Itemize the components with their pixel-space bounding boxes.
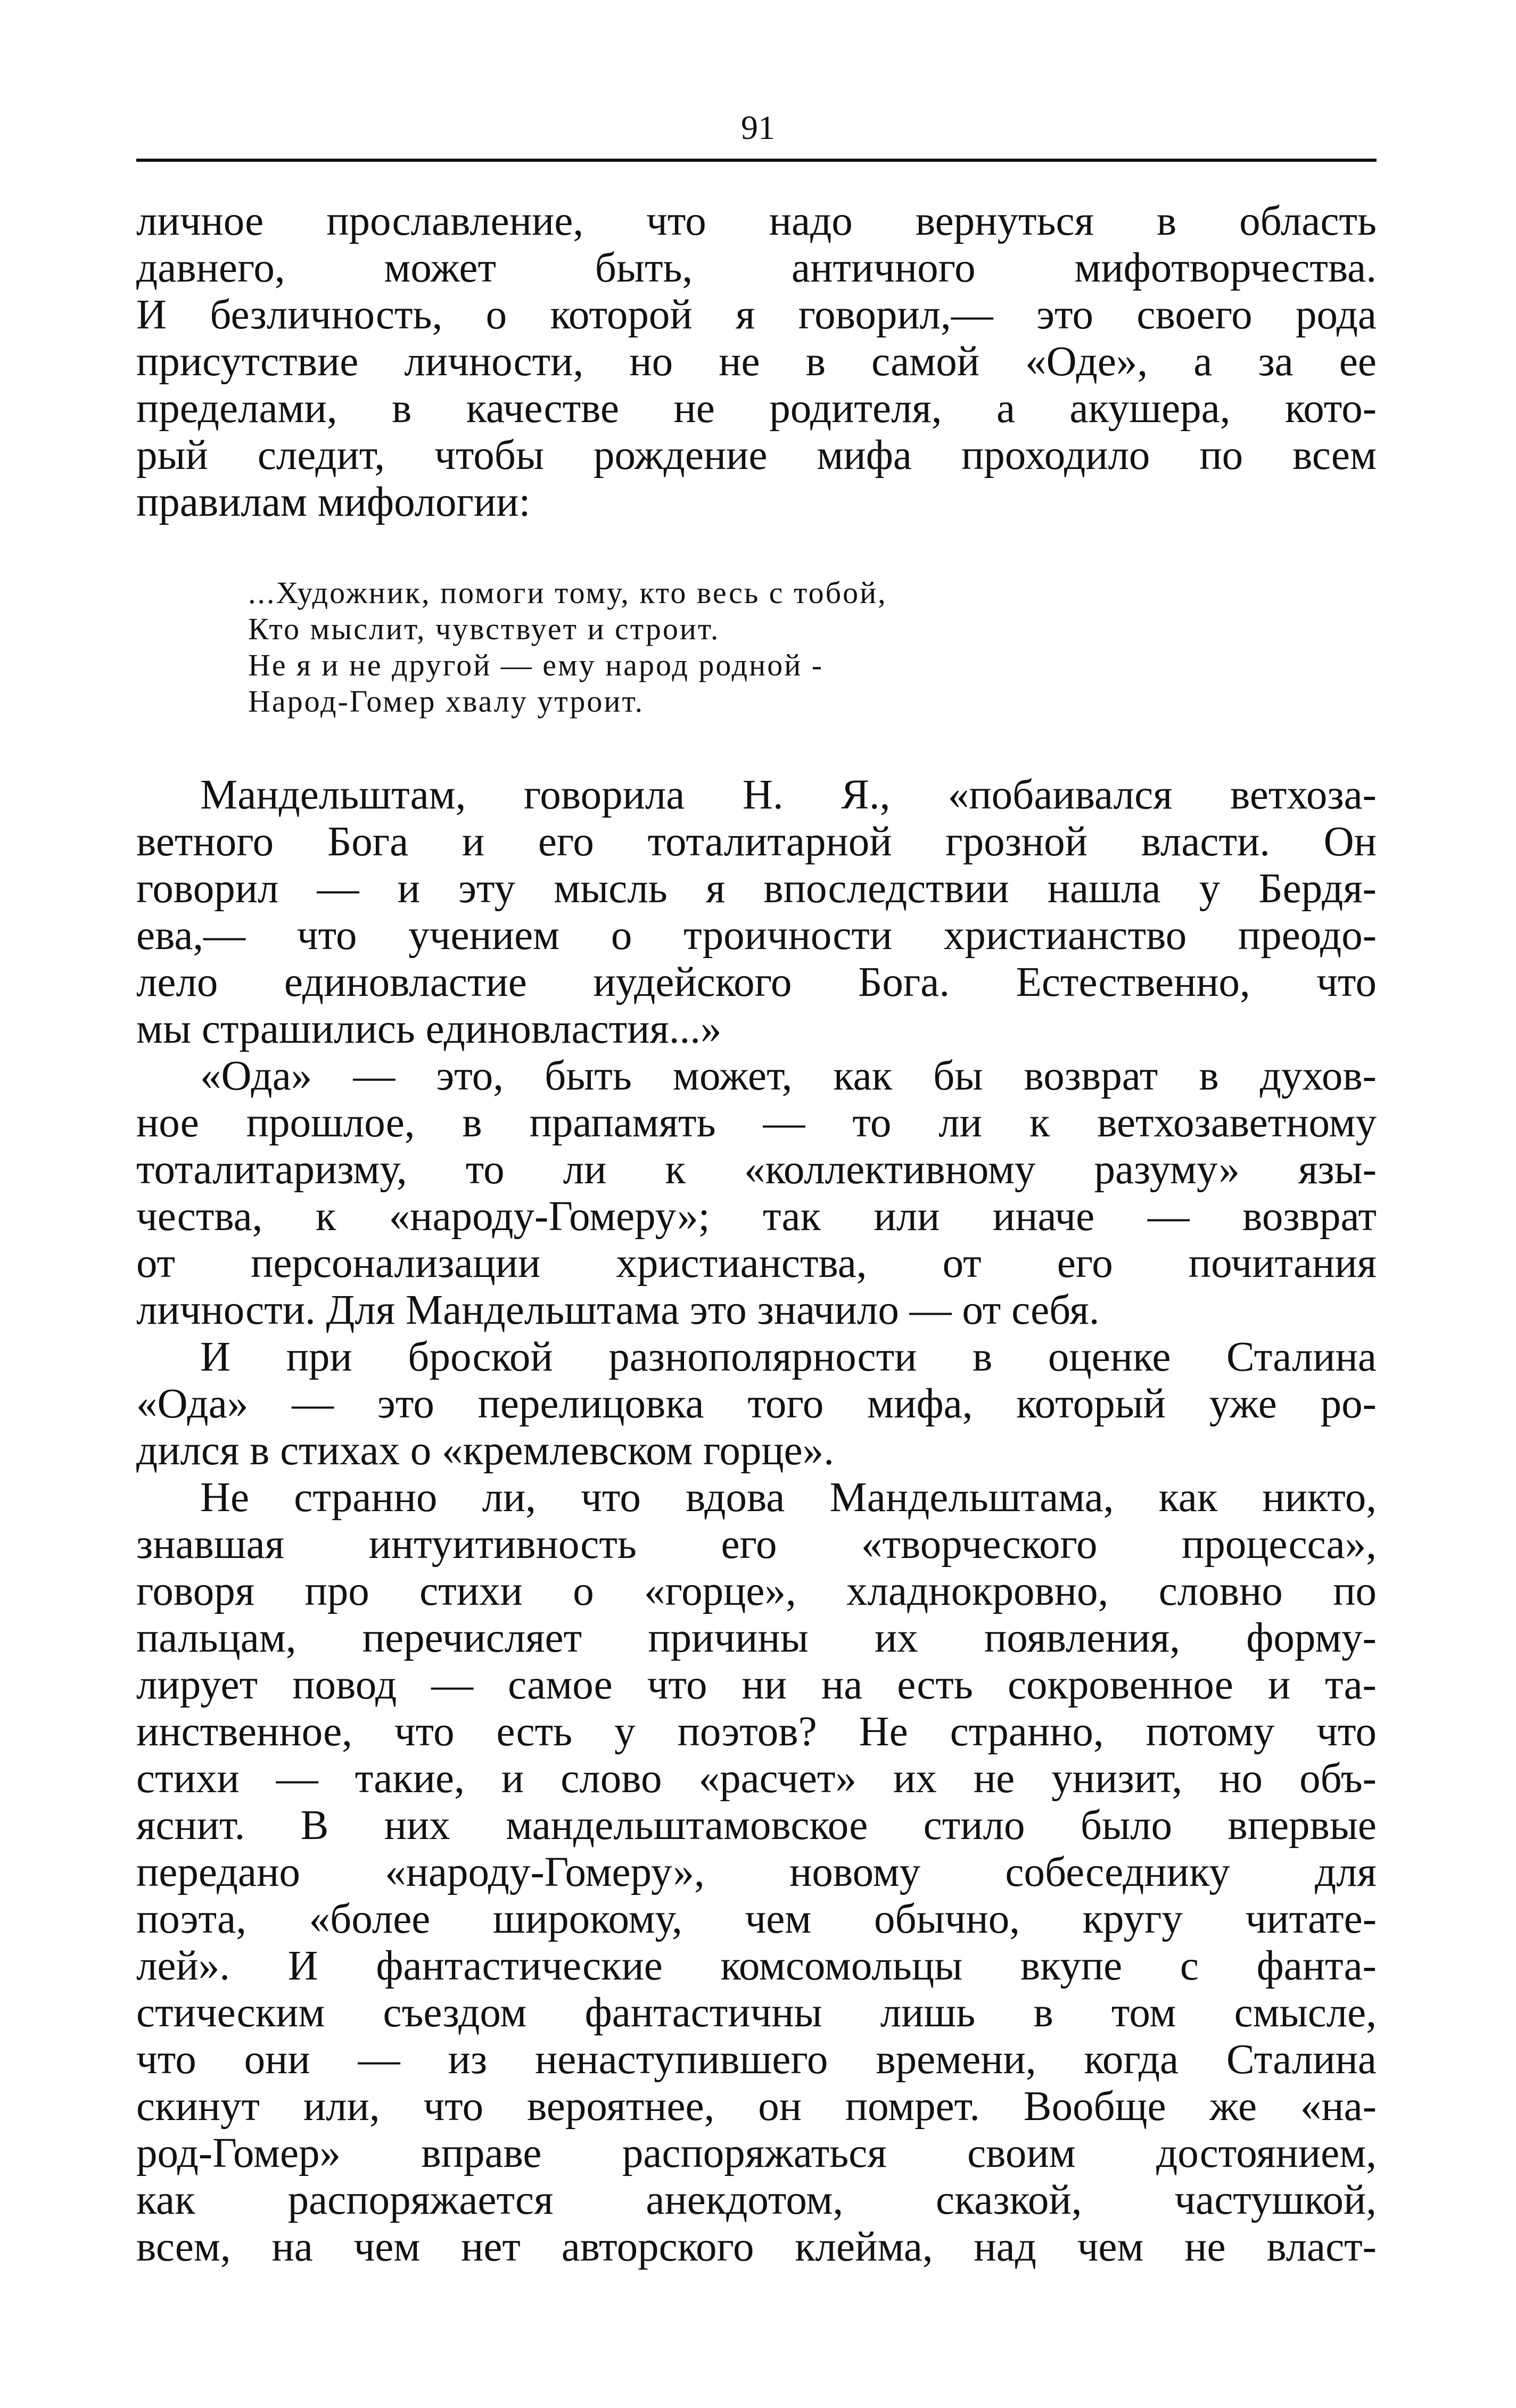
text-line: ветного Бога и его тоталитарной грозной власти. Он — [136, 819, 1377, 865]
text-line: род-Гомер» вправе распоряжаться своим достоянием, — [136, 2130, 1377, 2176]
text-line: мы страшились единовластия...» — [136, 1006, 722, 1052]
text-line: говоря про стихи о «горце», хладнокровно, словно по — [136, 1568, 1377, 1614]
paragraph-opening — [136, 198, 1377, 526]
text-line: дился в стихах о «кремлевском горце». — [136, 1428, 834, 1474]
text-line: тоталитаризму, то ли к «коллективному разуму» язы- — [136, 1147, 1377, 1193]
poem-line: Кто мыслит, чувствует и строит. — [248, 612, 720, 646]
text-line: лело единовластие иудейского Бога. Естественно, что — [136, 959, 1377, 1005]
text-line: Мандельштам, говорила Н. Я., «побаивался ветхоза- — [200, 772, 1377, 818]
text-line: чества, к «народу-Гомеру»; так или иначе — возврат — [136, 1193, 1377, 1240]
text-line: от персонализации христианства, от его почитания — [136, 1240, 1377, 1287]
text-line: знавшая интуитивность его «творческого процесса», — [136, 1521, 1377, 1568]
text-line: ное прошлое, в прапамять — то ли к ветхозаветному — [136, 1100, 1377, 1146]
text-line: лирует повод — самое что ни на есть сокровенное и та- — [136, 1662, 1377, 1708]
text-line: стическим съездом фантастичны лишь в том смысле, — [136, 1990, 1377, 2036]
main-text — [136, 772, 1377, 2271]
poem-line: Не я и не другой — ему народ родной - — [248, 648, 824, 682]
text-line: говорил — и эту мысль я впоследствии нашла у Бердя- — [136, 865, 1377, 912]
text-line: стихи — такие, и слово «расчет» их не унизит, но объ- — [136, 1755, 1377, 1802]
text-line: передано «народу-Гомеру», новому собеседнику для — [136, 1849, 1377, 1895]
text-line: что они — из ненаступившего времени, когда Сталина — [136, 2036, 1377, 2083]
text-line: рый следит, чтобы рождение мифа проходило по всем — [136, 432, 1377, 479]
text-line: личное прославление, что надо вернуться в область — [136, 198, 1377, 244]
text-line: «Ода» — это перелицовка того мифа, который уже ро- — [136, 1381, 1377, 1427]
text-line: лей». И фантастические комсомольцы вкупе с фанта- — [136, 1943, 1377, 1989]
text-line: личности. Для Мандельштама это значило — от себя. — [136, 1287, 1100, 1333]
text-line: всем, на чем нет авторского клейма, над чем не власт- — [136, 2224, 1377, 2270]
text-line: давнего, может быть, античного мифотворчества. — [136, 245, 1377, 291]
text-line: И при броской разнополярности в оценке Сталина — [200, 1334, 1377, 1380]
text-line: правилам мифологии: — [136, 479, 531, 525]
text-line: И безличность, о которой я говорил,— это своего рода — [136, 292, 1377, 338]
text-line: «Ода» — это, быть может, как бы возврат в духов- — [200, 1053, 1377, 1099]
poem-line: ...Художник, помоги тому, кто весь с тобой, — [248, 575, 887, 610]
text-line: присутствие личности, но не в самой «Оде», а за ее — [136, 339, 1377, 385]
page-number: 91 — [741, 109, 775, 146]
poem-quote — [248, 575, 1153, 720]
text-line: пальцам, перечисляет причины их появления, форму- — [136, 1615, 1377, 1661]
text-line: поэта, «более широкому, чем обычно, кругу читате- — [136, 1896, 1377, 1942]
text-line: пределами, в качестве не родителя, а акушера, кото- — [136, 385, 1377, 432]
header-rule — [136, 159, 1377, 162]
text-line: инственное, что есть у поэтов? Не странно, потому что — [136, 1709, 1377, 1755]
text-line: Не странно ли, что вдова Мандельштама, как никто, — [200, 1474, 1377, 1521]
text-line: ева,— что учением о троичности христианство преодо- — [136, 912, 1377, 959]
text-line: скинут или, что вероятнее, он помрет. Вообще же «на- — [136, 2083, 1377, 2130]
poem-line: Народ-Гомер хвалу утроит. — [248, 684, 644, 719]
text-line: как распоряжается анекдотом, сказкой, частушкой, — [136, 2177, 1377, 2223]
text-line: яснит. В них мандельштамовское стило было впервые — [136, 1802, 1377, 1849]
